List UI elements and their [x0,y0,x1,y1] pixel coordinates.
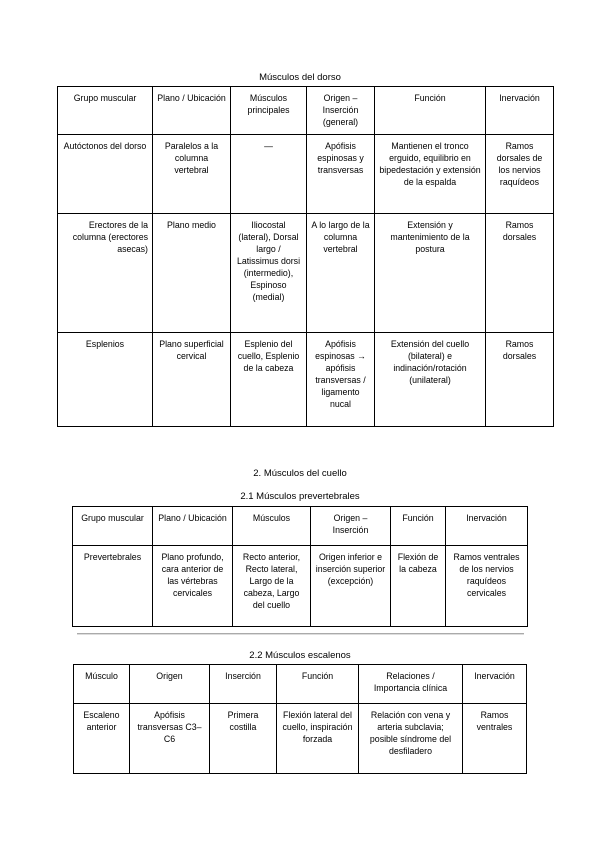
table-cell: Flexión lateral del cuello, inspiración forzada [277,704,359,774]
table-cell: Ramos dorsales de los nervios raquídeos [486,135,554,214]
header-cell: Origen – Inserción (general) [307,87,375,135]
table-cell: Apófisis transversas C3–C6 [130,704,210,774]
section-divider [77,633,524,635]
table-row [58,214,554,333]
header-cell: Inervación [486,87,554,135]
header-cell: Función [391,507,446,546]
table-cell: Ramos ventrales de los nervios raquídeos cervicales [446,546,528,627]
table-cell: Extensión y mantenimiento de la postura [375,214,486,333]
table-cell: Ramos ventrales [463,704,527,774]
header-cell: Relaciones / Importancia clínica [359,665,463,704]
header-cell: Inervación [463,665,527,704]
subsection-heading-prevertebrales: 2.1 Músculos prevertebrales [240,491,360,502]
section-heading-cuello: 2. Músculos del cuello [253,468,347,479]
table-musculos-escalenos [73,664,527,774]
table-cell: Relación con vena y arteria subclavia; posible síndrome del desfiladero [359,704,463,774]
header-cell: Músculos principales [231,87,307,135]
header-cell: Función [277,665,359,704]
table-header-row [73,507,528,546]
table-header-row [58,87,554,135]
table-row [58,135,554,214]
header-cell: Origen [130,665,210,704]
table-caption-dorso: Músculos del dorso [259,72,341,83]
table-cell: Plano medio [153,214,231,333]
table-cell: Apófisis espinosas y transversas [307,135,375,214]
header-cell: Origen – Inserción [311,507,391,546]
header-cell: Grupo muscular [73,507,153,546]
header-cell: Plano / Ubicación [153,507,233,546]
table-cell: Esplenio del cuello, Esplenio de la cabeza [231,333,307,427]
header-cell: Inserción [210,665,277,704]
table-cell: Extensión del cuello (bilateral) e indinación/rotación (unilateral) [375,333,486,427]
table-cell: — [231,135,307,214]
table-cell: A lo largo de la columna vertebral [307,214,375,333]
table-cell: Iliocostal (lateral), Dorsal largo / Latissimus dorsi (intermedio), Espinoso (medial) [231,214,307,333]
table-musculos-dorso [57,86,554,427]
table-row [58,333,554,427]
table-cell: Ramos dorsales [486,333,554,427]
table-cell: Primera costilla [210,704,277,774]
table-cell: Recto anterior, Recto lateral, Largo de la cabeza, Largo del cuello [233,546,311,627]
header-cell: Inervación [446,507,528,546]
table-cell: Plano profundo, cara anterior de las vértebras cervicales [153,546,233,627]
table-cell: Origen inferior e inserción superior (excepción) [311,546,391,627]
table-row [73,546,528,627]
table-cell: Plano superficial cervical [153,333,231,427]
table-cell: Escaleno anterior [74,704,130,774]
table-cell: Flexión de la cabeza [391,546,446,627]
table-cell: Paralelos a la columna vertebral [153,135,231,214]
table-musculos-prevertebrales [72,506,528,627]
table-cell: Esplenios [58,333,153,427]
table-row [74,704,527,774]
table-cell: Prevertebrales [73,546,153,627]
header-cell: Músculos [233,507,311,546]
table-cell: Ramos dorsales [486,214,554,333]
table-cell: Erectores de la columna (erectores asecas) [58,214,153,333]
table-cell: Mantienen el tronco erguido, equilibrio en bipedestación y extensión de la espalda [375,135,486,214]
header-cell: Plano / Ubicación [153,87,231,135]
table-cell: Apófisis espinosas → apófisis transversas / ligamento nucal [307,333,375,427]
table-cell: Autóctonos del dorso [58,135,153,214]
header-cell: Músculo [74,665,130,704]
header-cell: Función [375,87,486,135]
table-header-row [74,665,527,704]
subsection-heading-escalenos: 2.2 Músculos escalenos [249,650,351,661]
header-cell: Grupo muscular [58,87,153,135]
